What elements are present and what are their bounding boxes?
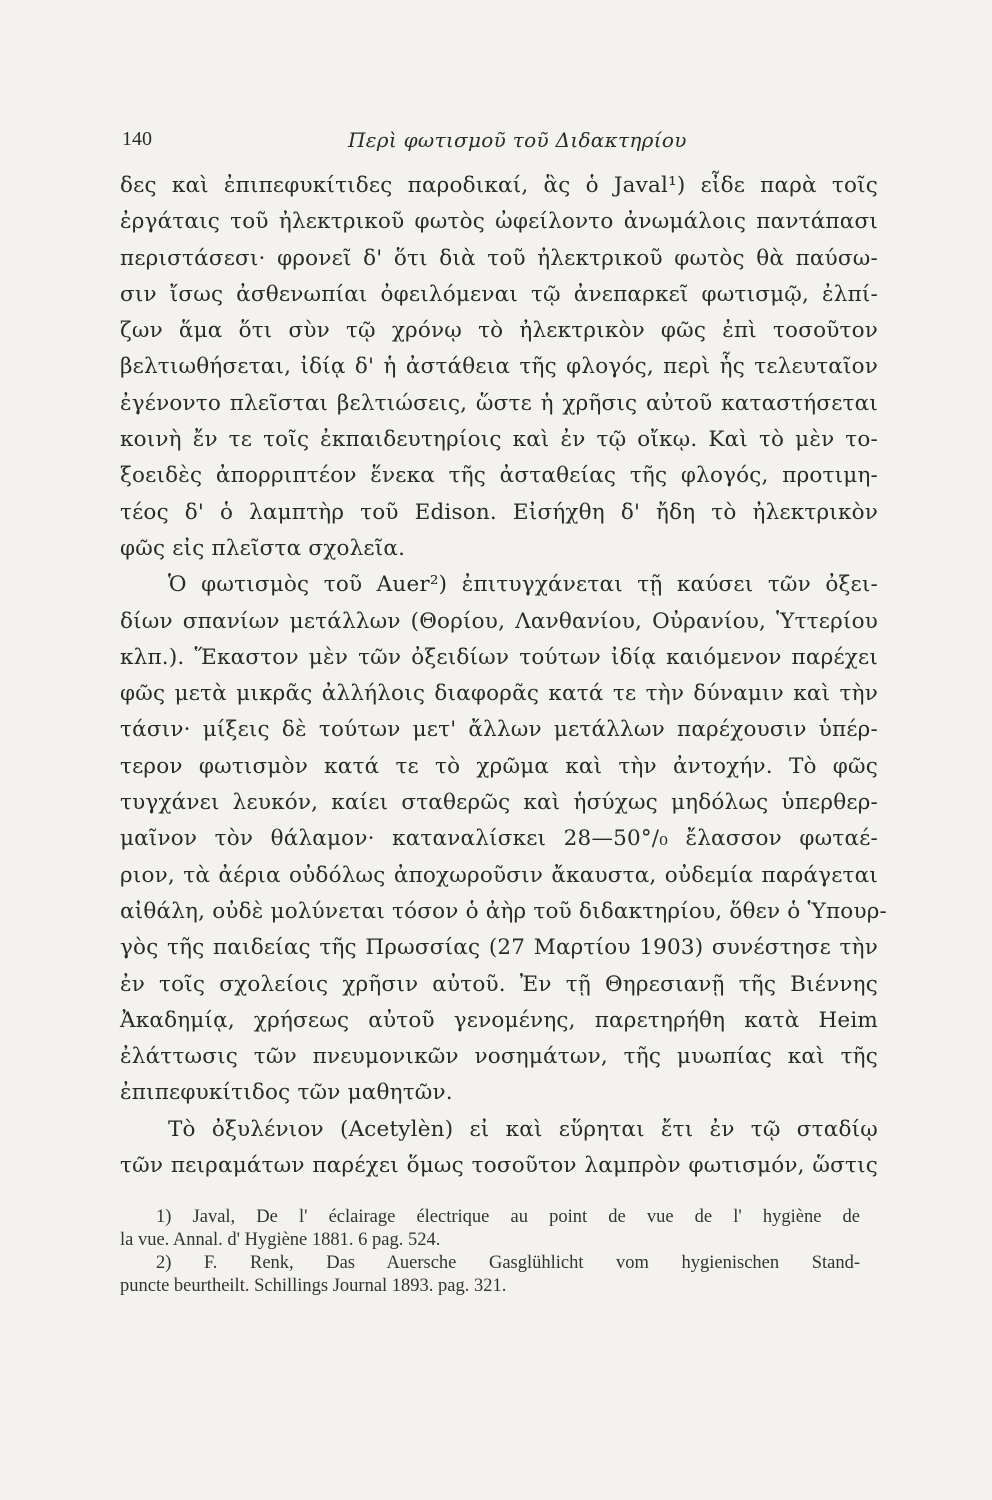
text-line: περιστάσεσι· φρονεῖ δ' ὅτι διὰ τοῦ ἠλεκτρικοῦ φωτὸς θὰ παύσω- (120, 245, 878, 271)
text-line: κλπ.). Ἕκαστον μὲν τῶν ὀξειδίων τούτων ἰδίᾳ καιόμενον παρέχει (120, 644, 878, 670)
text-line: ριον, τὰ ἀέρια οὐδόλως ἀποχωροῦσιν ἄκαυστα, οὐδεμία παράγεται (120, 862, 878, 888)
text-line: δίων σπανίων μετάλλων (Θορίου, Λανθανίου, Οὐρανίου, Ὑττερίου (120, 608, 878, 634)
text-line: τέος δ' ὁ λαμπτὴρ τοῦ Edison. Εἰσήχθη δ' ἤδη τὸ ἠλεκτρικὸν (120, 499, 878, 525)
footnote-1-cont: la vue. Annal. d' Hygiène 1881. 6 pag. 524. (120, 1230, 441, 1250)
paragraph-end-line: ἐπιπεφυκίτιδος τῶν μαθητῶν. (120, 1080, 453, 1106)
text-line: Ἀκαδημίᾳ, χρήσεως αὐτοῦ γενομένης, παρετηρήθη κατὰ Heim (120, 1007, 878, 1033)
text-line: δες καὶ ἐπιπεφυκίτιδες παροδικαί, ἃς ὁ Javal¹) εἶδε παρὰ τοῖς (120, 173, 878, 198)
text-line: τῶν πειραμάτων παρέχει ὅμως τοσοῦτον λαμπρὸν φωτισμόν, ὥστις (120, 1153, 878, 1179)
body-text (120, 168, 888, 1184)
text-line: τάσιν· μίξεις δὲ τούτων μετ' ἄλλων μετάλλων παρέχουσιν ὑπέρ- (120, 717, 878, 743)
text-line: αἰθάλη, οὐδὲ μολύνεται τόσον ὁ ἀὴρ τοῦ διδακτηρίου, ὅθεν ὁ Ὑπουρ- (120, 898, 888, 924)
footnote-2: 2) F. Renk, Das Auersche Gasglühlicht vom hygienischen Stand- (156, 1253, 860, 1273)
text-line: ἐργάταις τοῦ ἠλεκτρικοῦ φωτὸς ὠφείλοντο ἀνωμάλοις παντάπασι (120, 209, 878, 235)
text-line: ἐν τοῖς σχολείοις χρῆσιν αὐτοῦ. Ἐν τῇ Θηρεσιανῇ τῆς Βιέννης (120, 971, 878, 997)
page-header (120, 124, 880, 164)
paragraph-end-line: φῶς εἰς πλεῖστα σχολεῖα. (120, 535, 406, 561)
text-line: κοινὴ ἔν τε τοῖς ἐκπαιδευτηρίοις καὶ ἐν τῷ οἴκῳ. Καὶ τὸ μὲν το- (120, 427, 878, 453)
footnote-1: 1) Javal, De l' éclairage électrique au point de vue de l' hygiène de (156, 1207, 860, 1227)
footnotes (120, 1206, 860, 1298)
text-line: ξοειδὲς ἀπορριπτέον ἕνεκα τῆς ἀσταθείας τῆς φλογός, προτιμη- (120, 463, 878, 489)
footnote-2-cont: puncte beurtheilt. Schillings Journal 1893. pag. 321. (120, 1276, 507, 1296)
text-line: τερον φωτισμὸν κατά τε τὸ χρῶμα καὶ τὴν ἀντοχήν. Τὸ φῶς (120, 753, 878, 779)
text-line: βελτιωθήσεται, ἰδίᾳ δ' ἡ ἀστάθεια τῆς φλογός, περὶ ἧς τελευταῖον (120, 354, 878, 380)
text-line: γὸς τῆς παιδείας τῆς Πρωσσίας (27 Μαρτίου 1903) συνέστησε τὴν (120, 935, 878, 961)
text-line: σιν ἴσως ἀσθενωπίαι ὀφειλόμεναι τῷ ἀνεπαρκεῖ φωτισμῷ, ἐλπί- (120, 281, 878, 307)
text-line: ζων ἅμα ὅτι σὺν τῷ χρόνῳ τὸ ἠλεκτρικὸν φῶς ἐπὶ τοσοῦτον (120, 318, 878, 344)
running-title: Περὶ φωτισμοῦ τοῦ Διδακτηρίου (348, 128, 687, 152)
page-number: 140 (122, 128, 152, 150)
text-line: φῶς μετὰ μικρᾶς ἀλλήλοις διαφορᾶς κατά τε τὴν δύναμιν καὶ τὴν (120, 681, 878, 707)
paragraph-start-line: Ὁ φωτισμὸς τοῦ Auer²) ἐπιτυγχάνεται τῇ καύσει τῶν ὀξει- (168, 572, 878, 598)
text-line: ἐλάττωσις τῶν πνευμονικῶν νοσημάτων, τῆς μυωπίας καὶ τῆς (120, 1044, 878, 1070)
paragraph-start-line: Τὸ ὀξυλένιον (Acetylèn) εἰ καὶ εὕρηται ἔτι ἐν τῷ σταδίῳ (168, 1116, 878, 1142)
text-line: μαῖνον τὸν θάλαμον· καταναλίσκει 28—50°/₀ ἔλασσον φωταέ- (120, 826, 878, 852)
text-line: ἐγένοντο πλεῖσται βελτιώσεις, ὥστε ἡ χρῆσις αὐτοῦ καταστήσεται (120, 390, 878, 416)
text-line: τυγχάνει λευκόν, καίει σταθερῶς καὶ ἡσύχως μηδόλως ὑπερθερ- (120, 790, 878, 816)
